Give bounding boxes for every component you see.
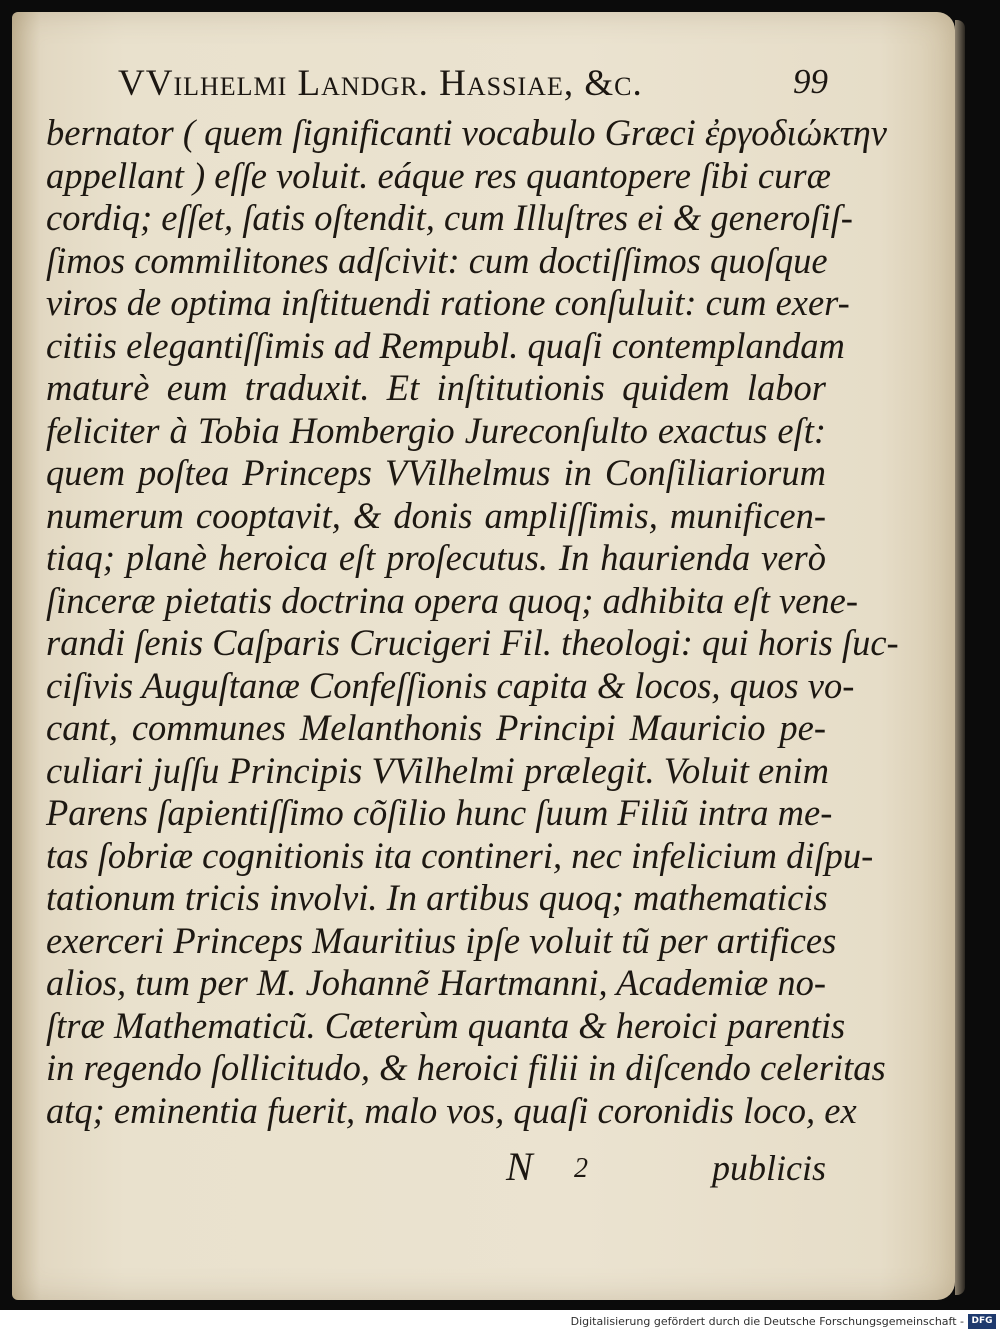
text-line: exerceri Princeps Mauritius ipſe voluit tũ per artifices	[46, 919, 837, 961]
text-line: citiis elegantiſſimis ad Rempubl. quaſi contemplandam	[46, 324, 845, 366]
text-line: maturè eum traduxit. Et inſtitutionis quidem labor	[46, 367, 826, 408]
text-line: in regendo ſollicitudo, & heroici filii in diſcendo celeritas	[46, 1047, 886, 1088]
dfg-logo: DFG	[968, 1314, 996, 1329]
text-line: viros de optima inſtituendi ratione conſuluit: cum exer-	[46, 282, 850, 323]
text-line: Parens ſapientiſſimo cõſilio hunc ſuum Filiũ intra me-	[46, 792, 833, 833]
text-line: ſimos commilitones adſcivit: cum doctiſſimos quoſque	[46, 239, 828, 281]
text-line: ciſivis Auguſtanæ Confeſſionis capita & locos, quos vo-	[46, 664, 855, 706]
text-line: ſtræ Mathematicũ. Cæterùm quanta & heroici parentis	[46, 1004, 846, 1046]
text-line: quem poſtea Princeps VVilhelmus in Conſiliariorum	[46, 452, 826, 493]
text-line: cordiq; eſſet, ſatis oſtendit, cum Illuſtres ei & generoſiſ-	[46, 197, 853, 238]
text-line: numerum cooptavit, & donis ampliſſimis, munificen-	[46, 494, 826, 536]
text-line: randi ſenis Caſparis Crucigeri Fil. theologi: qui horis ſuc-	[46, 622, 899, 663]
text-line: bernator ( quem ſignificanti vocabulo Græci ἐργοδιώκτην	[46, 112, 887, 153]
text-line: cant, communes Melanthonis Principi Mauricio pe-	[46, 707, 826, 748]
text-line: alios, tum per M. Johannẽ Hartmanni, Academiæ no-	[46, 962, 826, 1003]
text-line: ſinceræ pietatis doctrina opera quoq; adhibita eſt vene-	[46, 579, 858, 621]
text-line: culiari juſſu Principis VVilhelmi prælegit. Voluit enim	[46, 749, 830, 791]
text-line: atq; eminentia fuerit, malo vos, quaſi coronidis loco, ex	[46, 1089, 857, 1131]
signature-mark: N	[506, 1144, 533, 1189]
credit-text: Digitalisierung gefördert durch die Deutsche Forschungsgemeinschaft -	[570, 1315, 964, 1328]
text-line: feliciter à Tobia Hombergio Jureconſulto exactus eſt:	[46, 409, 826, 451]
page-header	[118, 62, 828, 112]
running-head: VVilhelmi Landgr. Hassiae, &c.	[118, 63, 643, 104]
text-line: tationum tricis involvi. In artibus quoq; mathematicis	[46, 877, 828, 918]
body-text	[46, 112, 899, 1132]
page-edge-shadow	[955, 20, 965, 1295]
catchword: publicis	[712, 1148, 826, 1188]
text-line: tiaq; planè heroica eſt proſecutus. In haurienda verò	[46, 537, 826, 578]
page-number: 99	[793, 62, 828, 101]
credit-bar	[0, 1310, 1000, 1334]
text-line: tas ſobriæ cognitionis ita contineri, nec infelicium diſpu-	[46, 834, 874, 876]
text-line: appellant ) eſſe voluit. eáque res quantopere ſibi curæ	[46, 154, 831, 196]
signature-number: 2	[574, 1153, 588, 1184]
page-footer	[46, 1143, 826, 1193]
